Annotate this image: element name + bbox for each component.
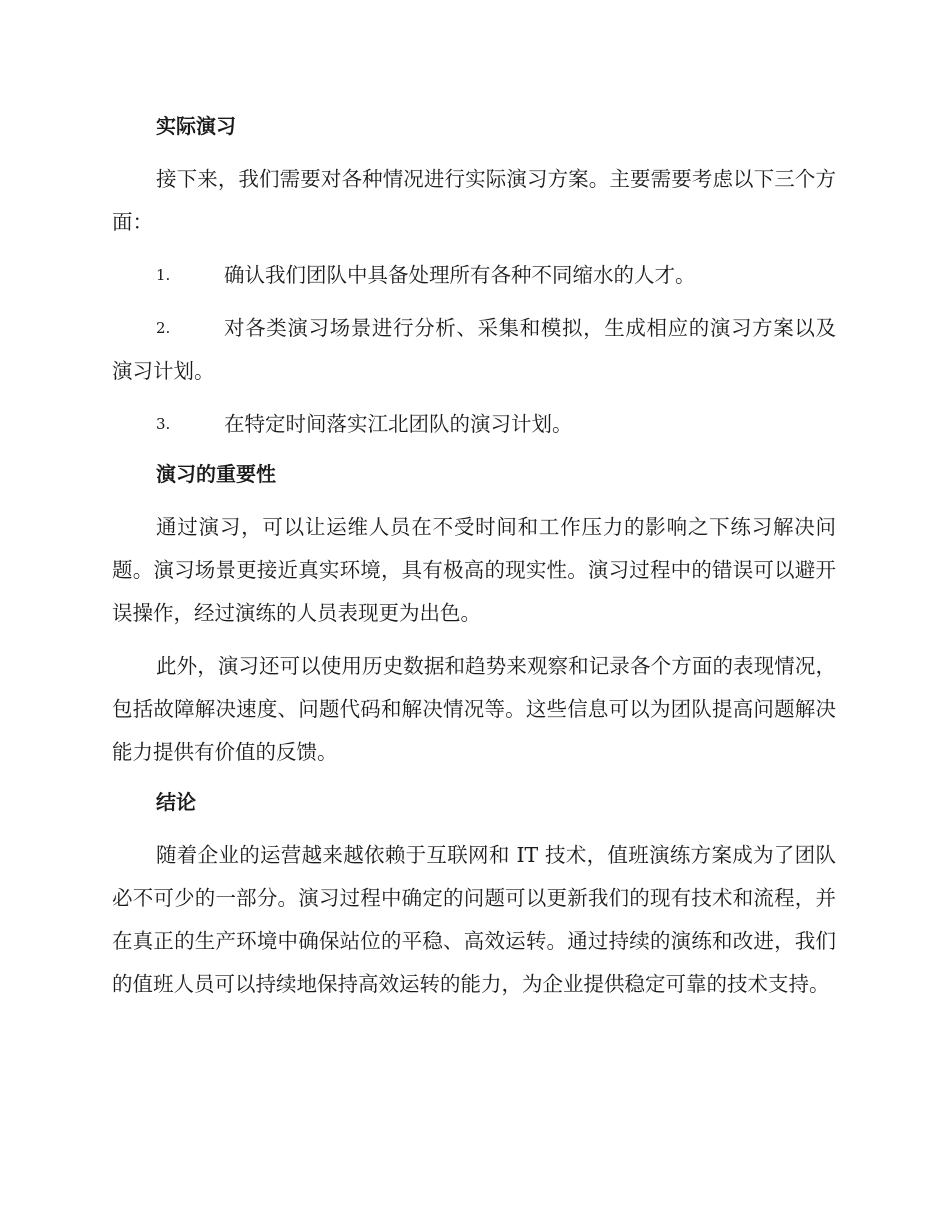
section-heading: 结论 xyxy=(156,790,196,814)
list-number: 2. xyxy=(156,319,171,337)
list-item xyxy=(112,403,836,446)
list-number: 3. xyxy=(156,415,171,433)
document-page xyxy=(112,108,836,1016)
list-text: 确认我们团队中具备处理所有各种不同缩水的人才。 xyxy=(224,263,696,287)
section-heading: 实际演习 xyxy=(156,114,236,138)
list-text: 在特定时间落实江北团队的演习计划。 xyxy=(224,412,573,436)
paragraph: 此外，演习还可以使用历史数据和趋势来观察和记录各个方面的表现情况，包括故障解决速度、问题代码和解决情况等。这些信息可以为团队提高问题解决能力提供有价值的反馈。 xyxy=(112,654,836,764)
paragraph: 通过演习，可以让运维人员在不受时间和工作压力的影响之下练习解决问题。演习场景更接近真实环境，具有极高的现实性。演习过程中的错误可以避开误操作，经过演练的人员表现更为出色。 xyxy=(112,515,836,625)
list-text: 对各类演习场景进行分析、采集和模拟，生成相应的演习方案以及演习计划。 xyxy=(112,316,836,383)
list-number: 1. xyxy=(156,266,171,284)
list-item xyxy=(112,254,836,297)
list-item xyxy=(112,307,836,393)
section-intro: 接下来，我们需要对各种情况进行实际演习方案。主要需要考虑以下三个方面： xyxy=(112,167,836,234)
paragraph: 随着企业的运营越来越依赖于互联网和 IT 技术，值班演练方案成为了团队必不可少的一部分。演习过程中确定的问题可以更新我们的现有技术和流程，并在真正的生产环境中确保站位的平稳、高效运转。通过持续的演练和改进，我们的值班人员可以持续地保持高效运转的能力，为企业提供稳定可靠的技术支持。 xyxy=(112,843,836,996)
section-heading: 演习的重要性 xyxy=(156,462,276,486)
